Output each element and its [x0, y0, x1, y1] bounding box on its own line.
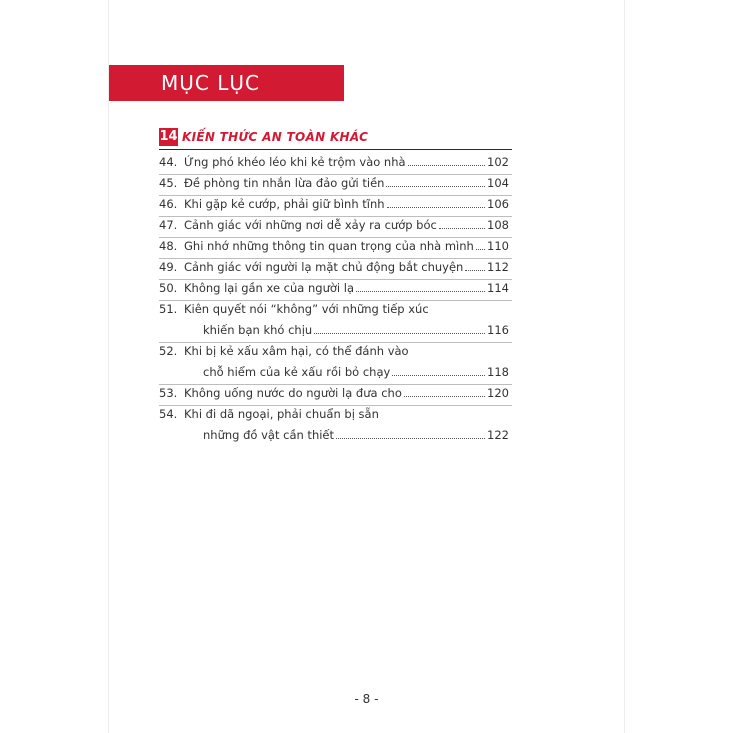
dot-leader [392, 365, 485, 376]
toc-entry[interactable] [159, 197, 519, 217]
dot-leader [314, 323, 485, 334]
toc-entry[interactable] [159, 302, 519, 322]
entry-number: 50. [159, 281, 178, 295]
toc-entry[interactable] [159, 176, 519, 196]
toc-entry[interactable] [159, 155, 519, 175]
toc-entry[interactable] [159, 281, 519, 301]
dot-leader [439, 218, 485, 229]
row-divider [159, 300, 512, 301]
entry-title: Đề phòng tin nhắn lừa đảo gửi tiền [184, 176, 385, 190]
entry-title: Không lại gần xe của người lạ [184, 281, 354, 295]
entry-number: 54. [159, 407, 178, 421]
dot-leader [356, 281, 485, 292]
entry-number: 51. [159, 302, 178, 316]
entry-page: 104 [487, 176, 509, 190]
dot-leader [408, 155, 485, 166]
toc-entry-continuation[interactable] [159, 365, 519, 385]
row-divider [159, 342, 512, 343]
entry-title: Cảnh giác với những nơi dễ xảy ra cướp bóc [184, 218, 437, 232]
entry-page: 112 [487, 260, 509, 274]
entry-number: 49. [159, 260, 178, 274]
entry-title: Kiên quyết nói “không” với những tiếp xúc [184, 302, 429, 316]
entry-title: Khi bị kẻ xấu xâm hại, có thể đánh vào [184, 344, 409, 358]
entry-page: 102 [487, 155, 509, 169]
toc-entry-continuation[interactable] [159, 323, 519, 343]
entry-title: Ghi nhớ những thông tin quan trọng của nhà mình [184, 239, 474, 253]
section-number-badge: 14 [159, 129, 178, 144]
entry-page: 108 [487, 218, 509, 232]
book-page [108, 0, 625, 733]
entry-page: 120 [487, 386, 509, 400]
toc-entry[interactable] [159, 407, 519, 427]
row-divider [159, 237, 512, 238]
entry-title: Không uống nước do người lạ đưa cho [184, 386, 402, 400]
toc-entry[interactable] [159, 344, 519, 364]
entry-number: 45. [159, 176, 178, 190]
dot-leader [336, 428, 485, 439]
entry-number: 46. [159, 197, 178, 211]
entry-title-continued: khiến bạn khó chịu [203, 323, 313, 337]
row-divider [159, 195, 512, 196]
row-divider [159, 258, 512, 259]
row-divider [159, 174, 512, 175]
toc-entry-continuation[interactable] [159, 428, 519, 448]
entry-page: 116 [487, 323, 509, 337]
toc-entry[interactable] [159, 260, 519, 280]
dot-leader [387, 197, 485, 208]
entry-page: 114 [487, 281, 509, 295]
entry-page: 110 [487, 239, 509, 253]
dot-leader [465, 260, 485, 271]
entry-number: 44. [159, 155, 178, 169]
entry-number: 53. [159, 386, 178, 400]
toc-entry[interactable] [159, 239, 519, 259]
page-number: - 8 - [354, 692, 379, 706]
entry-title-continued: những đồ vật cần thiết [203, 428, 335, 442]
entry-number: 52. [159, 344, 178, 358]
dot-leader [476, 239, 485, 250]
entry-page: 118 [487, 365, 509, 379]
page-title: MỤC LỤC [161, 71, 260, 95]
entry-title-continued: chỗ hiểm của kẻ xấu rồi bỏ chạy [203, 365, 391, 379]
toc-entry[interactable] [159, 218, 519, 238]
section-heading [159, 127, 368, 147]
dot-leader [404, 386, 485, 397]
section-divider [159, 149, 512, 150]
entry-title: Khi đi dã ngoại, phải chuẩn bị sẵn [184, 407, 379, 421]
entry-title: Ứng phó khéo léo khi kẻ trộm vào nhà [184, 155, 406, 169]
entry-number: 47. [159, 218, 178, 232]
dot-leader [386, 176, 485, 187]
row-divider [159, 216, 512, 217]
section-title: KIẾN THỨC AN TOÀN KHÁC [182, 130, 369, 144]
header-banner [109, 65, 344, 101]
toc-entry[interactable] [159, 386, 519, 406]
row-divider [159, 405, 512, 406]
entry-title: Cảnh giác với người lạ mặt chủ động bắt chuyện [184, 260, 464, 274]
row-divider [159, 279, 512, 280]
entry-title: Khi gặp kẻ cướp, phải giữ bình tĩnh [184, 197, 385, 211]
entry-page: 106 [487, 197, 509, 211]
row-divider [159, 384, 512, 385]
entry-number: 48. [159, 239, 178, 253]
entry-page: 122 [487, 428, 509, 442]
